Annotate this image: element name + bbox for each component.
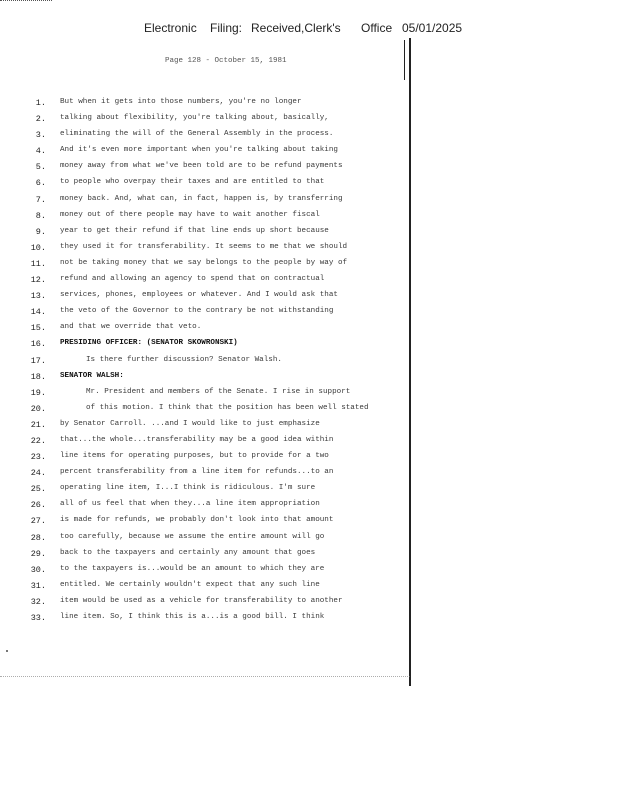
- line-number: 7.: [35, 194, 46, 205]
- line-text: not be taking money that we say belongs to the people by way of: [60, 258, 348, 267]
- transcript-line: [0, 305, 618, 321]
- line-number: 31.: [30, 580, 46, 591]
- transcript-line: [0, 273, 618, 289]
- transcript-line: [0, 611, 618, 627]
- line-text: But when it gets into those numbers, you're no longer: [60, 98, 302, 106]
- line-number: 13.: [30, 291, 46, 302]
- line-text: eliminating the will of the General Assembly in the process.: [60, 130, 334, 139]
- line-number: 14.: [30, 307, 46, 318]
- line-number: 29.: [30, 548, 46, 559]
- transcript-line: [0, 321, 618, 337]
- transcript-line: [0, 160, 618, 176]
- transcript-line: [0, 418, 618, 434]
- line-text: and that we override that veto.: [60, 323, 202, 332]
- line-text: refund and allowing an agency to spend that on contractual: [60, 275, 325, 284]
- transcript-line: [0, 96, 618, 112]
- scan-noise-dot: [6, 650, 8, 652]
- line-text: money out of there people may have to wait another fiscal: [60, 210, 320, 219]
- line-text: money away from what we've been told are to be refund payments: [60, 162, 343, 171]
- line-number: 6.: [35, 178, 46, 189]
- line-text: to the taxpayers is...would be an amount to which they are: [60, 564, 325, 573]
- transcript-line: [0, 482, 618, 498]
- transcript-line: [0, 370, 618, 386]
- line-text: line items for operating purposes, but to provide for a two: [60, 452, 329, 461]
- line-number: 25.: [30, 484, 46, 495]
- line-number: 5.: [35, 162, 46, 173]
- line-text: Mr. President and members of the Senate. I rise in support: [86, 387, 351, 396]
- stamp-office: Office: [361, 21, 393, 35]
- transcript-line: [0, 176, 618, 192]
- line-text: to people who overpay their taxes and are entitled to that: [60, 178, 325, 187]
- line-text: too carefully, because we assume the entire amount will go: [60, 532, 325, 541]
- stamp-date: 05/01/2025: [402, 21, 463, 35]
- line-number: 28.: [30, 532, 46, 543]
- line-text: back to the taxpayers and certainly any amount that goes: [60, 548, 316, 557]
- page-title: Page 128 - October 15, 1981: [165, 57, 287, 65]
- line-number: 10.: [30, 242, 46, 253]
- line-text: money back. And, what can, in fact, happen is, by transferring: [60, 194, 343, 203]
- scan-noise-line: [0, 676, 410, 687]
- transcript-line: [0, 193, 618, 209]
- line-text: that...the whole...transferability may be a good idea within: [60, 435, 334, 444]
- transcript-line: [0, 354, 618, 370]
- line-number: 4.: [35, 146, 46, 157]
- line-number: 24.: [30, 468, 46, 479]
- stamp-received: Received,Clerk's: [251, 21, 341, 35]
- line-text: line item. So, I think this is a...is a good bill. I think: [60, 613, 325, 621]
- line-number: 26.: [30, 500, 46, 511]
- filing-stamp: [0, 21, 618, 37]
- line-number: 21.: [30, 419, 46, 430]
- line-text: talking about flexibility, you're talking about, basically,: [60, 114, 329, 123]
- line-number: 9.: [35, 226, 46, 237]
- transcript-line: [0, 563, 618, 579]
- line-number: 2.: [35, 114, 46, 125]
- scan-artifact: [0, 0, 52, 3]
- line-text: services, phones, employees or whatever. And I would ask that: [60, 291, 338, 300]
- line-number: 22.: [30, 435, 46, 446]
- line-text: is made for refunds, we probably don't look into that amount: [60, 516, 334, 525]
- stamp-electronic: Electronic: [144, 21, 197, 35]
- line-text: year to get their refund if that line ends up short because: [60, 226, 329, 235]
- transcript-line: [0, 337, 618, 353]
- line-text: percent transferability from a line item for refunds...to an: [60, 468, 334, 477]
- transcript-line: [0, 579, 618, 595]
- line-text: SENATOR WALSH:: [60, 371, 124, 380]
- transcript-line: [0, 241, 618, 257]
- transcript-line: [0, 547, 618, 563]
- line-number: 20.: [30, 403, 46, 414]
- transcript-body: [0, 96, 618, 627]
- line-text: entitled. We certainly wouldn't expect that any such line: [60, 580, 320, 589]
- line-text: And it's even more important when you're talking about taking: [60, 146, 338, 155]
- line-number: 23.: [30, 452, 46, 463]
- line-number: 8.: [35, 210, 46, 221]
- line-text: of this motion. I think that the position has been well stated: [86, 403, 369, 412]
- line-text: operating line item, I...I think is ridiculous. I'm sure: [60, 484, 316, 493]
- transcript-line: [0, 498, 618, 514]
- line-number: 12.: [30, 275, 46, 286]
- transcript-line: [0, 402, 618, 418]
- line-text: they used it for transferability. It seems to me that we should: [60, 242, 348, 251]
- line-text: item would be used as a vehicle for transferability to another: [60, 596, 343, 605]
- line-number: 33.: [30, 613, 46, 623]
- line-number: 3.: [35, 130, 46, 141]
- transcript-line: [0, 209, 618, 225]
- line-number: 19.: [30, 387, 46, 398]
- transcript-line: [0, 257, 618, 273]
- transcript-line: [0, 595, 618, 611]
- line-text: all of us feel that when they...a line item appropriation: [60, 500, 320, 509]
- line-text: PRESIDING OFFICER: (SENATOR SKOWRONSKI): [60, 339, 238, 348]
- transcript-line: [0, 450, 618, 466]
- line-number: 1.: [35, 98, 46, 108]
- line-number: 15.: [30, 323, 46, 334]
- transcript-line: [0, 289, 618, 305]
- line-number: 16.: [30, 339, 46, 350]
- transcript-line: [0, 531, 618, 547]
- transcript-line: [0, 128, 618, 144]
- line-text: Is there further discussion? Senator Walsh.: [86, 355, 282, 364]
- line-number: 17.: [30, 355, 46, 366]
- transcript-line: [0, 112, 618, 128]
- transcript-line: [0, 466, 618, 482]
- margin-rule-fragment: [404, 40, 405, 80]
- line-number: 32.: [30, 596, 46, 607]
- transcript-line: [0, 514, 618, 530]
- transcript-line: [0, 144, 618, 160]
- line-number: 11.: [30, 258, 46, 269]
- transcript-line: [0, 386, 618, 402]
- line-number: 30.: [30, 564, 46, 575]
- transcript-line: [0, 434, 618, 450]
- stamp-filing: Filing:: [210, 21, 243, 35]
- line-number: 27.: [30, 516, 46, 527]
- transcript-line: [0, 225, 618, 241]
- line-text: by Senator Carroll. ...and I would like to just emphasize: [60, 419, 320, 428]
- line-text: the veto of the Governor to the contrary be not withstanding: [60, 307, 334, 316]
- line-number: 18.: [30, 371, 46, 382]
